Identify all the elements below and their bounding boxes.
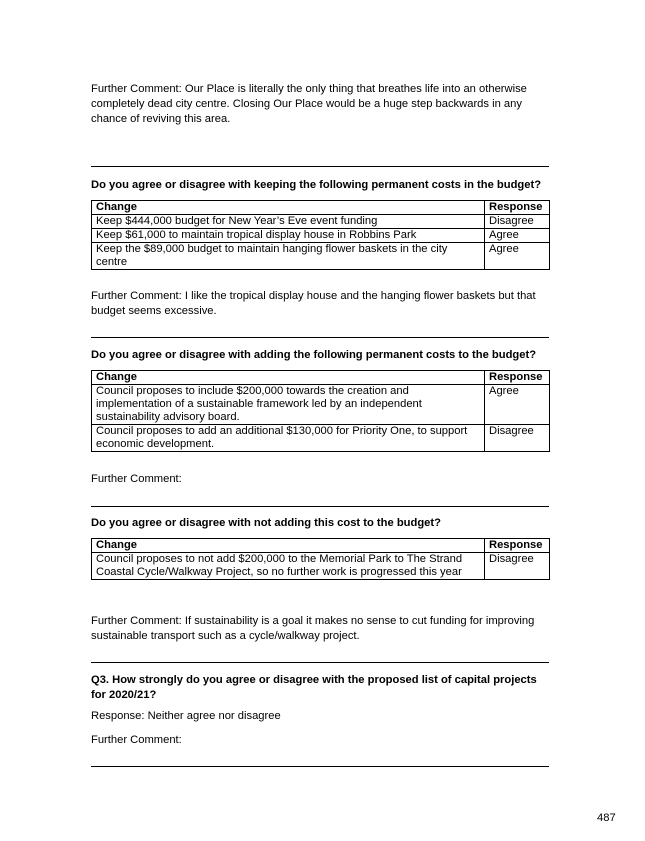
table-row [92, 385, 550, 425]
question-add-costs: Do you agree or disagree with adding the following permanent costs to the budget? [91, 349, 537, 361]
response-cell: Agree [485, 385, 550, 425]
table-header-row [92, 201, 550, 215]
table-row [92, 243, 550, 270]
table-row [92, 215, 550, 229]
table-header-row [92, 371, 550, 385]
response-header: Response [485, 539, 550, 553]
section-divider [91, 506, 549, 507]
section-divider [91, 662, 549, 663]
change-cell: Keep $61,000 to maintain tropical display house in Robbins Park [92, 229, 485, 243]
q3-heading: Q3. How strongly do you agree or disagree with the proposed list of capital projects for 2020/21? [91, 674, 537, 701]
section-divider [91, 166, 549, 167]
further-comment-empty: Further Comment: [91, 473, 182, 485]
change-header: Change [92, 371, 485, 385]
section-divider [91, 337, 549, 338]
table-row [92, 553, 550, 580]
response-cell: Disagree [485, 425, 550, 452]
table-row [92, 229, 550, 243]
change-header: Change [92, 539, 485, 553]
change-cell: Keep $444,000 budget for New Year’s Eve event funding [92, 215, 485, 229]
change-cell: Council proposes to not add $200,000 to the Memorial Park to The Strand Coastal Cycle/Walkway Project, so no further work is progressed this year [92, 553, 485, 580]
response-cell: Disagree [485, 553, 550, 580]
q3-further-comment: Further Comment: [91, 734, 182, 746]
page-number: 487 [597, 812, 616, 824]
change-cell: Keep the $89,000 budget to maintain hanging flower baskets in the city centre [92, 243, 485, 270]
q3-response: Response: Neither agree nor disagree [91, 710, 281, 722]
question-not-adding: Do you agree or disagree with not adding this cost to the budget? [91, 517, 441, 529]
response-cell: Agree [485, 229, 550, 243]
further-comment-tropical: Further Comment: I like the tropical display house and the hanging flower baskets but that budget seems excessive. [91, 290, 536, 317]
keep-costs-table [91, 200, 550, 270]
response-cell: Agree [485, 243, 550, 270]
table-row [92, 425, 550, 452]
add-costs-table [91, 370, 550, 452]
response-cell: Disagree [485, 215, 550, 229]
further-comment-our-place: Further Comment: Our Place is literally the only thing that breathes life into an otherwise completely dead city centre. Closing Our Place would be a huge step backwards in any chance of reviving this area. [91, 83, 527, 125]
response-header: Response [485, 371, 550, 385]
question-keep-costs: Do you agree or disagree with keeping the following permanent costs in the budget? [91, 179, 542, 191]
change-cell: Council proposes to add an additional $130,000 for Priority One, to support economic development. [92, 425, 485, 452]
section-divider [91, 766, 549, 767]
table-header-row [92, 539, 550, 553]
further-comment-sustainability: Further Comment: If sustainability is a goal it makes no sense to cut funding for improving sustainable transport such as a cycle/walkway project. [91, 615, 535, 642]
not-adding-table [91, 538, 550, 580]
response-header: Response [485, 201, 550, 215]
change-cell: Council proposes to include $200,000 towards the creation and implementation of a sustainable framework led by an independent sustainability advisory board. [92, 385, 485, 425]
change-header: Change [92, 201, 485, 215]
